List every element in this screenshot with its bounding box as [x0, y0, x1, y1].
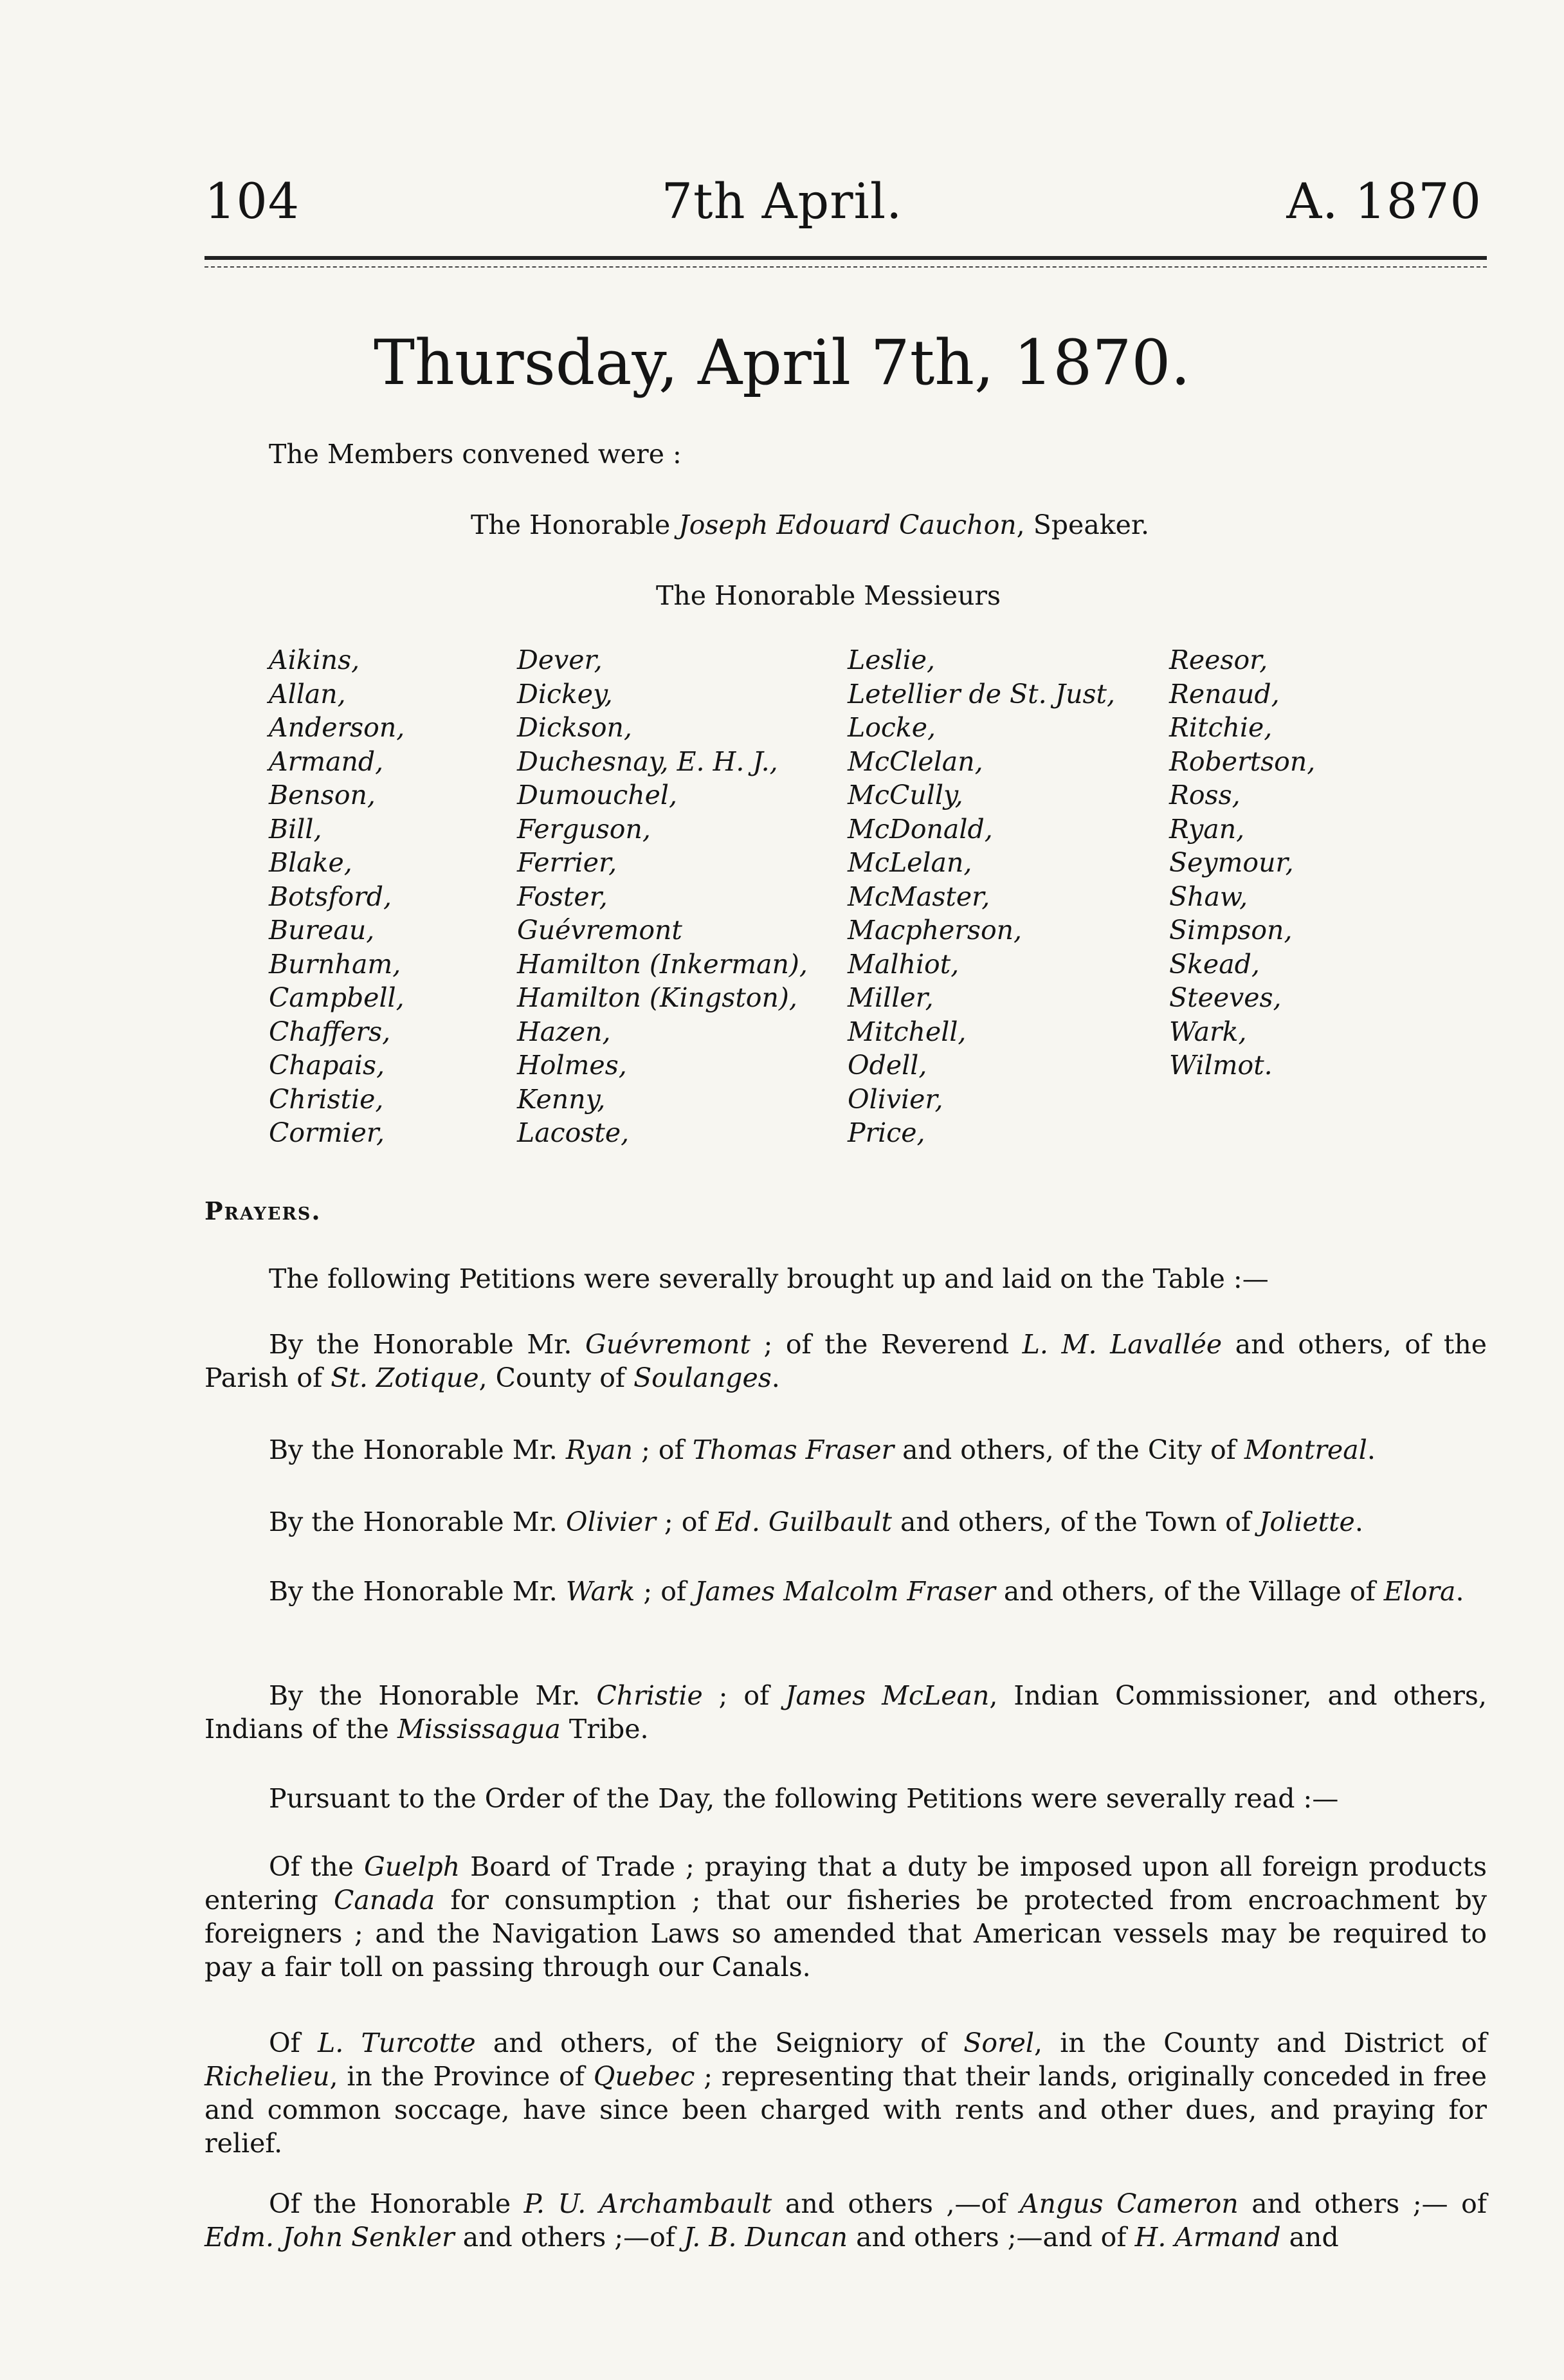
running-head-year: A. 1870 [1286, 172, 1482, 230]
member-name: Malhiot, [848, 948, 959, 980]
member-name: Mitchell, [848, 1016, 967, 1047]
member-name: Burnham, [269, 948, 401, 980]
text: Of the [269, 1851, 364, 1882]
member-name: Simpson, [1169, 915, 1293, 946]
text: and others, of the Parish of [205, 1329, 1487, 1393]
member-name: Lacoste, [517, 1117, 630, 1148]
messieurs-heading: The Honorable Messieurs [656, 580, 1001, 611]
petition-christie [205, 1679, 1487, 1746]
member-name: Miller, [848, 982, 934, 1013]
member-name: McDonald, [848, 813, 993, 845]
member-name: Allan, [269, 678, 346, 709]
speaker-line [471, 508, 1149, 542]
text: . [1455, 1576, 1464, 1607]
text: Of the Honorable [269, 2188, 524, 2219]
member-name: Chaffers, [269, 1016, 391, 1047]
member-name: Ferrier, [517, 847, 617, 878]
petitions-intro: The following Petitions were severally brought up and laid on the Table :— [269, 1263, 1269, 1294]
text: and others ,—of [772, 2188, 1020, 2219]
member-name: Ryan [565, 1434, 633, 1465]
text: By the Honorable Mr. [269, 1576, 566, 1607]
text: , County of [478, 1362, 634, 1393]
member-name: Skead, [1169, 948, 1260, 980]
member-name: Bill, [269, 813, 322, 845]
member-name: Renaud, [1169, 678, 1280, 709]
text: , in the Province of [329, 2061, 594, 2092]
member-name: Shaw, [1169, 881, 1248, 912]
member-name: Botsford, [269, 881, 392, 912]
petitioner-name: P. U. Archambault [523, 2188, 772, 2219]
member-name: Reesor, [1169, 645, 1268, 675]
member-name: Dickson, [517, 712, 632, 743]
member-name: Steeves, [1169, 982, 1282, 1013]
member-name: Holmes, [517, 1050, 627, 1081]
text: By the Honorable Mr. [269, 1434, 566, 1465]
speaker-prefix: The Honorable [471, 509, 679, 540]
petitioner-name: L. Turcotte [318, 2028, 476, 2058]
petitioner-name: Angus Cameron [1019, 2188, 1239, 2219]
member-name: Armand, [269, 746, 384, 777]
text: and others, of the City of [894, 1434, 1244, 1465]
member-name: Ryan, [1169, 813, 1245, 845]
place-name: St. Zotique [331, 1362, 479, 1393]
member-name: Christie, [269, 1083, 384, 1115]
member-name: Aikins, [269, 645, 360, 675]
petition-olivier [205, 1505, 1487, 1539]
member-name: Hamilton (Kingston), [517, 982, 797, 1013]
petitioner-name: James McLean [785, 1680, 990, 1711]
member-name: Leslie, [848, 645, 936, 675]
petitioner-name: James Malcolm Fraser [695, 1576, 996, 1607]
member-name: Dickey, [517, 678, 613, 709]
member-name: Wilmot. [1169, 1050, 1273, 1081]
member-name: Locke, [848, 712, 936, 743]
member-name: Wark [565, 1576, 635, 1607]
member-name: Foster, [517, 881, 608, 912]
member-name: Wark, [1169, 1016, 1247, 1047]
petition-guevremont [205, 1328, 1487, 1395]
text: ; representing that their lands, originally conceded in free and common soccage, have since been charged with rents and other dues, and praying for relief. [205, 2061, 1487, 2159]
petition-wark [205, 1575, 1487, 1608]
member-name: Duchesnay, E. H. J., [517, 746, 778, 777]
speaker-name: Joseph Edouard Cauchon [678, 509, 1017, 540]
place-name: Montreal [1244, 1434, 1367, 1465]
page-title: Thursday, April 7th, 1870. [374, 327, 1190, 399]
running-head-date: 7th April. [661, 172, 903, 230]
member-name: Ferguson, [517, 813, 651, 845]
text: ; of [635, 1576, 695, 1607]
member-name: Letellier de St. Just, [848, 678, 1116, 709]
member-name: Guévremont [585, 1329, 750, 1360]
text: By the Honorable Mr. [269, 1506, 566, 1537]
text: By the Honorable Mr. [269, 1329, 586, 1360]
member-name: Kenny, [517, 1083, 606, 1115]
members-column-2 [517, 643, 808, 1150]
place-name: Elora [1383, 1576, 1456, 1607]
member-name: Hamilton (Inkerman), [517, 948, 808, 980]
petitioner-name: H. Armand [1134, 2222, 1281, 2253]
member-name: McClelan, [848, 746, 983, 777]
member-name: Price, [848, 1117, 925, 1148]
text: for consumption ; that our fisheries be protected from encroachment by foreigners ; and the Navigation Laws so amended that American vessels may be required to pay a fair toll on passing through our Canals. [205, 1885, 1487, 1982]
text: and [1280, 2222, 1339, 2253]
petitioner-name: J. B. Duncan [684, 2222, 848, 2253]
place-name: Soulanges [633, 1362, 772, 1393]
place-name: Sorel [963, 2028, 1034, 2058]
members-intro: The Members convened were : [269, 439, 682, 470]
member-name: Chapais, [269, 1050, 385, 1081]
speaker-suffix: , Speaker. [1016, 509, 1149, 540]
member-name: Seymour, [1169, 847, 1294, 878]
petition-ryan [205, 1433, 1487, 1467]
member-name: Odell, [848, 1050, 927, 1081]
prayers-heading: Prayers. [205, 1196, 322, 1225]
petitioner-name: Edm. John Senkler [205, 2222, 455, 2253]
petition-read-archambault [205, 2187, 1487, 2254]
member-name: McCully, [848, 780, 963, 810]
petition-read-turcotte [205, 2026, 1487, 2160]
text: and others ;— of [1238, 2188, 1487, 2219]
text: ; of [655, 1506, 716, 1537]
member-name: Cormier, [269, 1117, 385, 1148]
text: . [1354, 1506, 1363, 1537]
header-rule [205, 256, 1487, 260]
member-name: Christie [596, 1680, 703, 1711]
place-name: Richelieu [205, 2061, 330, 2092]
member-name: Dumouchel, [517, 780, 678, 810]
member-name: Hazen, [517, 1016, 611, 1047]
text: By the Honorable Mr. [269, 1680, 597, 1711]
petition-read-guelph [205, 1850, 1487, 1984]
place-name: Mississagua [397, 1714, 561, 1744]
member-name: Olivier, [848, 1083, 943, 1115]
place-name: Joliette [1259, 1506, 1355, 1537]
member-name: Benson, [269, 780, 376, 810]
member-name: Olivier [565, 1506, 656, 1537]
text: , in the County and District of [1033, 2028, 1487, 2058]
text: , Indian Commissioner, and others, Indians of the [205, 1680, 1487, 1744]
text: Of [269, 2028, 318, 2058]
member-name: Macpherson, [848, 915, 1023, 946]
text: and others ;—of [454, 2222, 684, 2253]
member-name: Ross, [1169, 780, 1241, 810]
page-number: 104 [205, 172, 300, 230]
member-name: Bureau, [269, 915, 375, 946]
member-name: McMaster, [848, 881, 990, 912]
order-of-day-intro: Pursuant to the Order of the Day, the following Petitions were severally read :— [269, 1783, 1339, 1814]
member-name: Blake, [269, 847, 352, 878]
text: and others, of the Town of [891, 1506, 1259, 1537]
text: ; of [702, 1680, 786, 1711]
text: ; of the Reverend [750, 1329, 1023, 1360]
member-name: Ritchie, [1169, 712, 1273, 743]
text: . [1367, 1434, 1376, 1465]
member-name: McLelan, [848, 847, 972, 878]
petitioner-name: L. M. Lavallée [1022, 1329, 1223, 1360]
members-column-1 [269, 643, 405, 1150]
members-column-3 [848, 643, 1115, 1150]
text: ; of [633, 1434, 693, 1465]
members-column-4 [1169, 643, 1315, 1083]
text: and others, of the Seigniory of [475, 2028, 964, 2058]
member-name: Anderson, [269, 712, 405, 743]
place-name: Quebec [593, 2061, 695, 2092]
text: Board of Trade ; praying that a duty be imposed upon all foreign products entering [205, 1851, 1487, 1916]
member-name: Dever, [517, 645, 603, 675]
place-name: Guelph [363, 1851, 460, 1882]
petitioner-name: Thomas Fraser [692, 1434, 895, 1465]
header-rule-dashed [205, 266, 1487, 268]
text: and others, of the Village of [995, 1576, 1384, 1607]
petitioner-name: Ed. Guilbault [715, 1506, 892, 1537]
member-name: Guévremont [517, 915, 682, 946]
member-name: Robertson, [1169, 746, 1316, 777]
text: Tribe. [560, 1714, 649, 1744]
text: . [771, 1362, 780, 1393]
place-name: Canada [333, 1885, 435, 1916]
member-name: Campbell, [269, 982, 405, 1013]
text: and others ;—and of [848, 2222, 1135, 2253]
